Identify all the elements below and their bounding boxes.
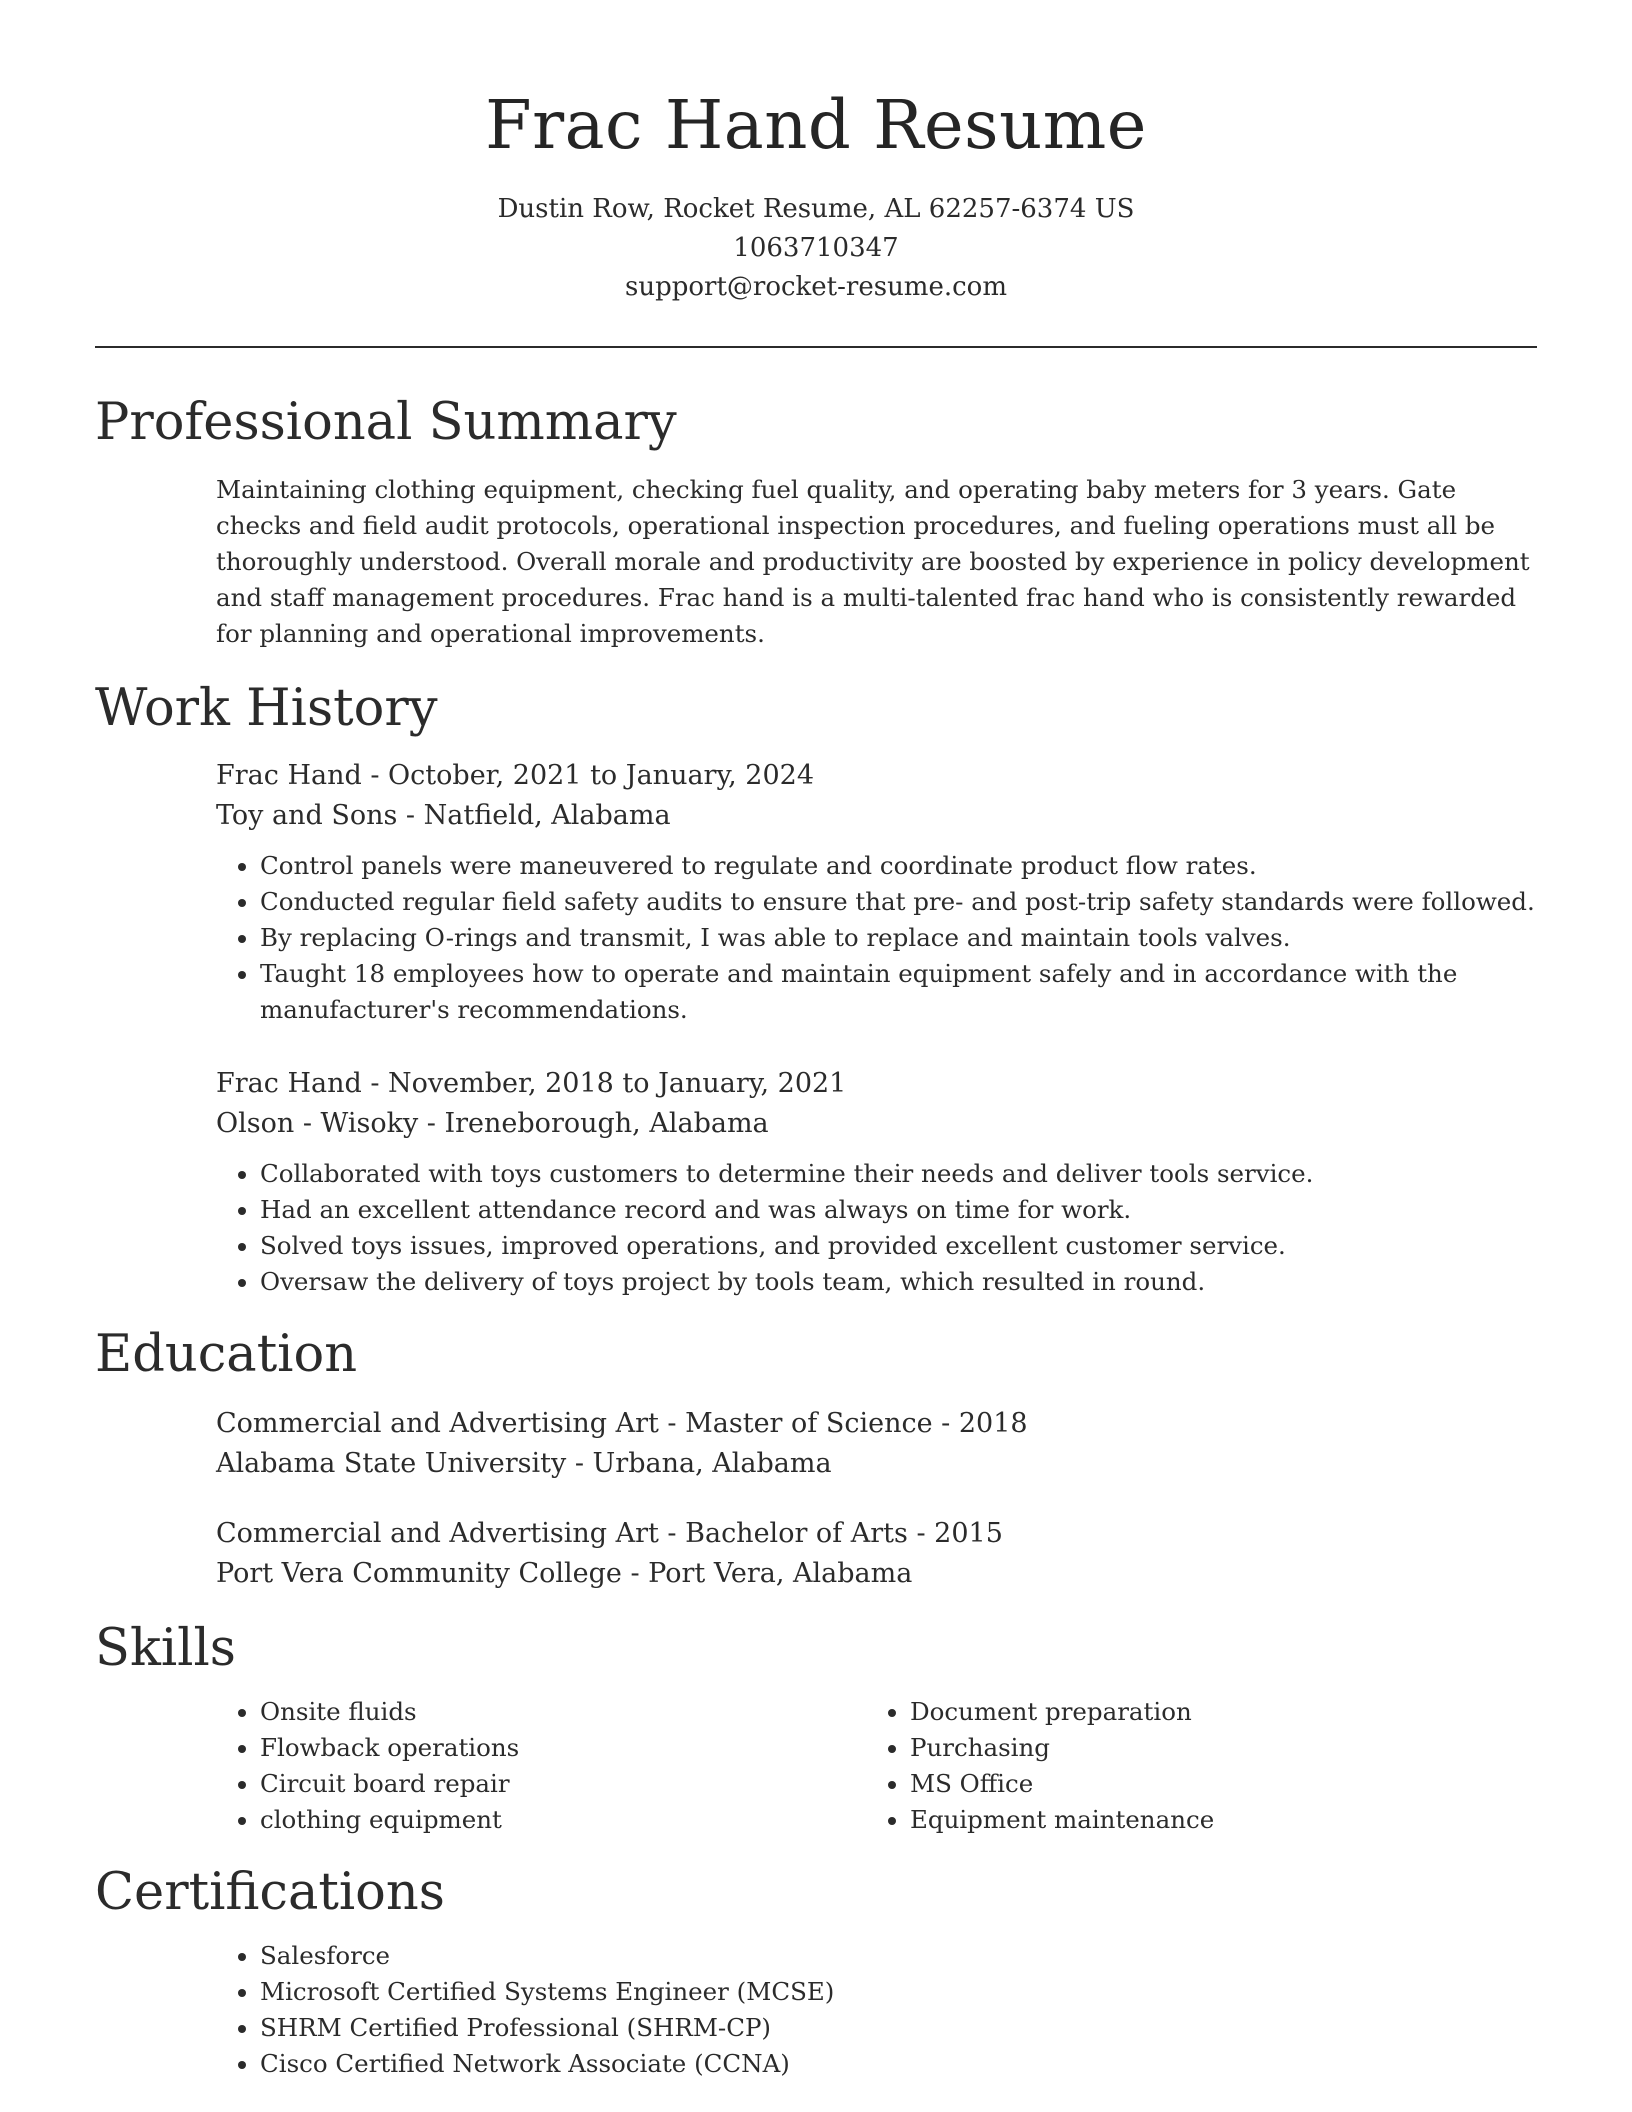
- job-heading: Frac Hand - November, 2018 to January, 2021: [216, 1068, 847, 1099]
- certification-item: • Cisco Certified Network Associate (CCNA): [260, 2046, 1537, 2082]
- skills-column-left: [216, 1694, 866, 1838]
- section-title-education: Education: [95, 1325, 358, 1384]
- skill-item: • Equipment maintenance: [910, 1802, 1516, 1838]
- education-school: Port Vera Community College - Port Vera, Alabama: [216, 1558, 913, 1589]
- education-entry: [216, 1404, 1537, 1484]
- education-degree: Commercial and Advertising Art - Bachelor of Arts - 2015: [216, 1518, 1003, 1549]
- job-bullets: [216, 848, 1537, 1028]
- skills-section: [95, 1616, 1537, 1838]
- section-title-skills: Skills: [95, 1619, 236, 1678]
- contact-address: Dustin Row, Rocket Resume, AL 62257-6374 US: [497, 194, 1135, 224]
- skills-column-right: [866, 1694, 1516, 1838]
- skill-item: • Flowback operations: [260, 1730, 866, 1766]
- job-bullet: • Solved toys issues, improved operations, and provided excellent customer service.: [260, 1228, 1537, 1264]
- job-bullet: • Had an excellent attendance record and was always on time for work.: [260, 1192, 1537, 1228]
- skill-item: • MS Office: [910, 1766, 1516, 1802]
- job-bullet: • Taught 18 employees how to operate and maintain equipment safely and in accordance with the manufacturer's recommendations.: [260, 956, 1537, 1028]
- resume-title: Frac Hand Resume: [485, 86, 1147, 164]
- job-heading: Frac Hand - October, 2021 to January, 2024: [216, 760, 815, 791]
- skill-item: • Onsite fluids: [260, 1694, 866, 1730]
- job-company: Toy and Sons - Natfield, Alabama: [216, 800, 671, 831]
- section-title-summary: Professional Summary: [95, 393, 677, 452]
- job-bullet: • By replacing O-rings and transmit, I was able to replace and maintain tools valves.: [260, 920, 1537, 956]
- contact-info: [95, 190, 1537, 307]
- certification-item: • Salesforce: [260, 1938, 1537, 1974]
- contact-email: support@rocket-resume.com: [624, 272, 1007, 302]
- skills-grid: [216, 1694, 1537, 1838]
- education-entry: [216, 1514, 1537, 1594]
- certification-list: [216, 1938, 1537, 2082]
- job-entry: [216, 1064, 1537, 1300]
- certifications-section: [95, 1860, 1537, 2082]
- job-bullets: [216, 1156, 1537, 1300]
- professional-summary-section: [95, 390, 1537, 652]
- education-school: Alabama State University - Urbana, Alabama: [216, 1448, 832, 1479]
- resume-header: [95, 0, 1537, 307]
- job-bullet: • Collaborated with toys customers to determine their needs and deliver tools service.: [260, 1156, 1537, 1192]
- skill-item: • Purchasing: [910, 1730, 1516, 1766]
- section-title-certifications: Certifications: [95, 1863, 445, 1922]
- job-bullet: • Oversaw the delivery of toys project by tools team, which resulted in round.: [260, 1264, 1537, 1300]
- certification-item: • Microsoft Certified Systems Engineer (MCSE): [260, 1974, 1537, 2010]
- job-bullet: • Conducted regular field safety audits to ensure that pre- and post-trip safety standards were followed.: [260, 884, 1537, 920]
- job-entry: [216, 756, 1537, 1028]
- contact-phone: 1063710347: [733, 233, 899, 263]
- skill-item: • Document preparation: [910, 1694, 1516, 1730]
- section-title-work: Work History: [95, 679, 438, 738]
- summary-text: Maintaining clothing equipment, checking fuel quality, and operating baby meters for 3 years. Gate checks and field audit protocols, operational inspection procedures, and fueling operations must all be thoroughly understood. Overall morale and productivity are boosted by experience in policy development and staff management procedures. Frac hand is a multi-talented frac hand who is consistently rewarded for planning and operational improvements.: [216, 475, 1530, 648]
- skill-item: • Circuit board repair: [260, 1766, 866, 1802]
- education-degree: Commercial and Advertising Art - Master of Science - 2018: [216, 1408, 1028, 1439]
- education-section: [95, 1322, 1537, 1594]
- job-bullet: • Control panels were maneuvered to regulate and coordinate product flow rates.: [260, 848, 1537, 884]
- header-divider: [95, 346, 1537, 348]
- skill-item: • clothing equipment: [260, 1802, 866, 1838]
- certification-item: • SHRM Certified Professional (SHRM-CP): [260, 2010, 1537, 2046]
- job-company: Olson - Wisoky - Ireneborough, Alabama: [216, 1108, 769, 1139]
- work-history-section: [95, 676, 1537, 1300]
